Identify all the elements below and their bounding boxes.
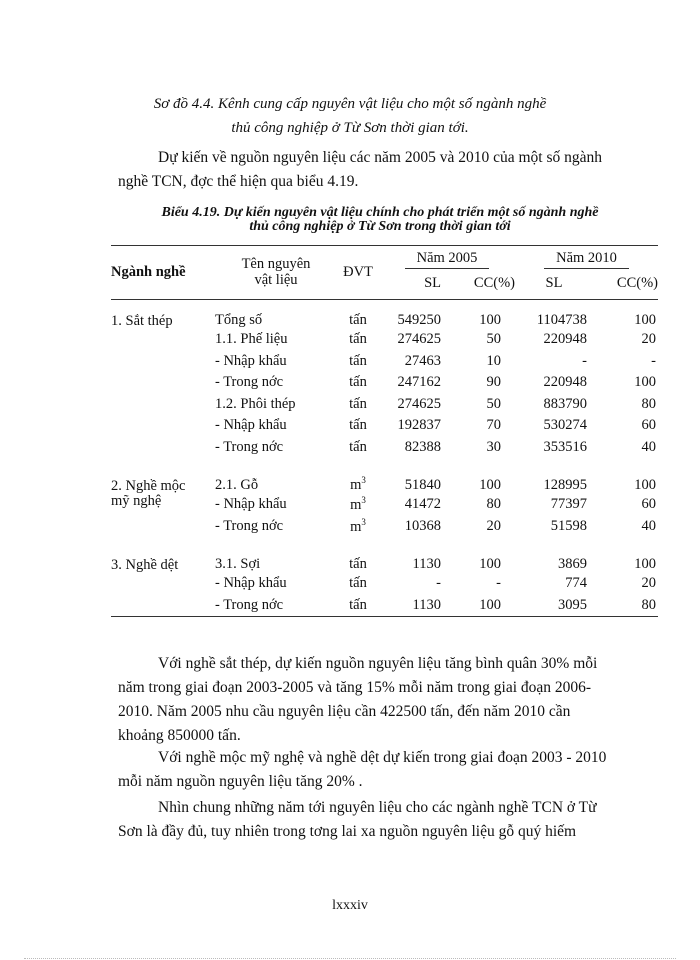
unit-text: tấn <box>349 575 367 592</box>
value-cell-sl2010: 77397 <box>550 496 587 513</box>
unit-superscript: 3 <box>361 475 366 486</box>
table-row <box>111 394 658 416</box>
unit-text: tấn <box>349 438 367 455</box>
unit-cell <box>337 595 379 617</box>
value-cell-cc2010: 60 <box>641 496 656 513</box>
value-cell-sl2005: 1130 <box>379 595 447 617</box>
value-cell-sl2005: 247162 <box>397 374 441 391</box>
value-cell-cc2005: 100 <box>447 595 515 617</box>
header-material <box>215 246 337 300</box>
unit-cell <box>337 394 379 416</box>
sector-cell <box>111 437 215 459</box>
table-caption-line-2: thủ công nghiệp ở Từ Sơn trong thời gian tới <box>249 219 511 234</box>
table-row <box>111 437 658 459</box>
header-sl-2005: SL <box>379 269 447 299</box>
value-cell-sl2005: 1130 <box>412 556 441 572</box>
material-cell: - Nhập khẩu <box>215 352 287 369</box>
materials-table <box>111 245 658 617</box>
value-cell-cc2010: 100 <box>634 312 656 328</box>
value-cell-cc2005: 10 <box>486 352 501 369</box>
value-cell-sl2005: 274625 <box>397 331 441 348</box>
header-cc-2010: CC(%) <box>593 269 658 299</box>
page-number: lxxxiv <box>332 898 368 913</box>
value-cell-sl2010: 3869 <box>558 556 587 572</box>
unit-cell <box>337 372 379 394</box>
table-row <box>111 537 658 573</box>
value-cell-cc2010: - <box>651 352 656 369</box>
unit-cell <box>337 415 379 437</box>
material-cell: 1.1. Phế liệu <box>215 331 288 348</box>
value-cell-sl2010: 883790 <box>543 395 587 412</box>
paragraph-3-line-2: Sơn là đầy đủ, tuy nhiên trong tơng lai xa nguồn nguyên liệu gỗ quý hiếm <box>118 823 577 840</box>
unit-text: tấn <box>349 556 367 572</box>
table-row <box>111 299 658 329</box>
value-cell-cc2005: 100 <box>479 477 501 493</box>
material-cell: 1.2. Phôi thép <box>215 395 296 412</box>
unit-text: tấn <box>349 417 367 434</box>
table-row <box>111 351 658 373</box>
paragraph-2-line-1: Với nghề mộc mỹ nghệ và nghề dệt dự kiến trong giai đoạn 2003 - 2010 <box>158 749 607 766</box>
value-cell-cc2005: 90 <box>486 374 501 391</box>
unit-text: tấn <box>349 331 367 348</box>
sector-cell <box>111 351 215 373</box>
value-cell-sl2005: 41472 <box>404 496 441 513</box>
sector-name-line-1: 3. Nghề dệt <box>111 557 179 573</box>
value-cell-cc2010: 20 <box>641 331 656 348</box>
unit-cell <box>337 516 379 538</box>
table-row <box>111 573 658 595</box>
paragraph-1 <box>118 652 658 748</box>
value-cell-sl2010: 220948 <box>543 331 587 348</box>
value-cell-sl2005: 10368 <box>404 517 441 534</box>
sector-cell <box>111 537 215 573</box>
value-cell-cc2010: 100 <box>634 556 656 572</box>
value-cell-sl2005: 192837 <box>397 417 441 434</box>
header-year-2005 <box>379 246 515 270</box>
value-cell-cc2010: 80 <box>641 395 656 412</box>
table-row <box>111 329 658 351</box>
unit-text: m <box>350 477 362 493</box>
table-row <box>111 494 658 516</box>
paragraph-2 <box>118 746 658 794</box>
value-cell-sl2005: 27463 <box>404 352 441 369</box>
value-cell-cc2005: 50 <box>486 395 501 412</box>
unit-text: tấn <box>349 374 367 391</box>
diagram-title-line-2: thủ công nghiệp ở Từ Sơn thời gian tới. <box>231 120 469 136</box>
value-cell-sl2010: 353516 <box>543 438 587 455</box>
value-cell-cc2010: 40 <box>641 517 656 534</box>
paragraph-2-line-2: mỗi năm nguồn nguyên liệu tăng 20% . <box>118 773 363 790</box>
value-cell-cc2005: 50 <box>486 331 501 348</box>
value-cell-cc2010: 100 <box>634 374 656 391</box>
value-cell-cc2010: 60 <box>641 417 656 434</box>
unit-cell <box>337 537 379 573</box>
value-cell-sl2010: - <box>582 352 587 369</box>
value-cell-cc2005: 20 <box>486 517 501 534</box>
sector-cell <box>111 458 215 494</box>
header-cc-2005: CC(%) <box>447 269 515 299</box>
unit-cell <box>337 573 379 595</box>
intro-line-1: Dự kiến về nguồn nguyên liệu các năm 2005 và 2010 của một số ngành <box>158 149 603 166</box>
material-cell: - Trong nớc <box>215 595 337 617</box>
value-cell-cc2005: 70 <box>486 417 501 434</box>
unit-cell <box>337 458 379 494</box>
table-row <box>111 516 658 538</box>
sector-cell <box>111 415 215 437</box>
value-cell-sl2010: 530274 <box>543 417 587 434</box>
sector-cell <box>111 573 215 595</box>
material-cell: - Trong nớc <box>215 374 284 391</box>
value-cell-sl2005: 549250 <box>397 312 441 328</box>
material-cell: - Nhập khẩu <box>215 575 287 592</box>
material-cell: 3.1. Sợi <box>215 556 261 572</box>
unit-text: tấn <box>349 596 367 613</box>
paragraph-3-line-1: Nhìn chung những năm tới nguyên liệu cho các ngành nghề TCN ở Từ <box>158 799 597 816</box>
diagram-title-line-1: Sơ đồ 4.4. Kênh cung cấp nguyên vật liệu cho một số ngành nghề <box>153 96 547 112</box>
sector-cell <box>111 516 215 538</box>
value-cell-sl2010: 774 <box>565 575 587 592</box>
value-cell-cc2010: 80 <box>593 595 658 617</box>
value-cell-cc2005: 30 <box>486 438 501 455</box>
table-body <box>111 299 658 616</box>
value-cell-sl2010: 128995 <box>543 477 587 493</box>
value-cell-cc2005: - <box>496 575 501 592</box>
value-cell-sl2005: 82388 <box>404 438 441 455</box>
header-year-2010 <box>515 246 658 270</box>
header-sector: Ngành nghề <box>111 246 215 300</box>
unit-cell <box>337 299 379 329</box>
sector-cell <box>111 372 215 394</box>
unit-cell <box>337 329 379 351</box>
paragraph-1-line-4: khoảng 850000 tấn. <box>118 727 241 744</box>
unit-superscript: 3 <box>361 516 366 527</box>
sector-cell <box>111 494 215 516</box>
header-year-2010-label: Năm 2010 <box>544 250 629 269</box>
table-row <box>111 372 658 394</box>
table-row <box>111 595 658 617</box>
table-row <box>111 415 658 437</box>
header-year-2005-label: Năm 2005 <box>405 250 490 269</box>
paragraph-1-line-1: Với nghề sắt thép, dự kiến nguồn nguyên liệu tăng bình quân 30% mỗi <box>158 655 598 672</box>
value-cell-sl2010: 3095 <box>515 595 593 617</box>
header-sl-2010: SL <box>515 269 593 299</box>
value-cell-cc2010: 40 <box>641 438 656 455</box>
material-cell: 2.1. Gỗ <box>215 477 259 493</box>
unit-text: m <box>350 497 362 514</box>
unit-text: tấn <box>349 395 367 412</box>
sector-cell <box>111 595 215 617</box>
value-cell-sl2005: 274625 <box>397 395 441 412</box>
intro-paragraph <box>118 146 658 194</box>
unit-cell <box>337 494 379 516</box>
sector-name-line-1: 2. Nghề mộc <box>111 478 186 494</box>
value-cell-sl2005: - <box>436 575 441 592</box>
table-row <box>111 458 658 494</box>
value-cell-sl2010: 1104738 <box>536 312 587 328</box>
header-material-line-1: Tên nguyên <box>241 256 311 273</box>
unit-text: tấn <box>349 352 367 369</box>
header-unit: ĐVT <box>337 246 379 300</box>
material-cell: - Nhập khẩu <box>215 417 287 434</box>
sector-cell <box>111 299 215 329</box>
value-cell-cc2005: 100 <box>479 312 501 328</box>
value-cell-cc2005: 80 <box>486 496 501 513</box>
material-cell: - Trong nớc <box>215 517 284 534</box>
value-cell-sl2010: 51598 <box>550 517 587 534</box>
material-cell: - Nhập khẩu <box>215 496 287 513</box>
sector-cell <box>111 394 215 416</box>
sector-name-line-1: 1. Sắt thép <box>111 313 173 329</box>
header-material-line-2: vật liệu <box>254 272 298 289</box>
value-cell-sl2010: 220948 <box>543 374 587 391</box>
unit-text: tấn <box>349 312 367 328</box>
material-cell: - Trong nớc <box>215 438 284 455</box>
material-cell: Tổng số <box>215 312 263 328</box>
paragraph-3 <box>118 796 658 844</box>
value-cell-cc2010: 20 <box>641 575 656 592</box>
table-caption-line-1: Biểu 4.19. Dự kiến nguyên vật liệu chính cho phát triển một số ngành nghề <box>161 205 599 220</box>
value-cell-sl2005: 51840 <box>404 477 441 493</box>
unit-superscript: 3 <box>361 495 366 506</box>
unit-cell <box>337 351 379 373</box>
page-bottom-divider <box>24 958 676 959</box>
sector-name-line-2: mỹ nghệ <box>111 493 162 509</box>
paragraph-1-line-2: năm trong giai đoạn 2003-2005 và tăng 15% mỗi năm trong giai đoạn 2006- <box>118 679 592 696</box>
unit-cell <box>337 437 379 459</box>
value-cell-cc2005: 100 <box>479 556 501 572</box>
value-cell-cc2010: 100 <box>634 477 656 493</box>
intro-line-2: nghề TCN, đợc thể hiện qua biểu 4.19. <box>118 173 359 190</box>
paragraph-1-line-3: 2010. Năm 2005 nhu cầu nguyên liệu cần 422500 tấn, đến năm 2010 cần <box>118 703 571 720</box>
unit-text: m <box>350 518 362 535</box>
sector-cell <box>111 329 215 351</box>
